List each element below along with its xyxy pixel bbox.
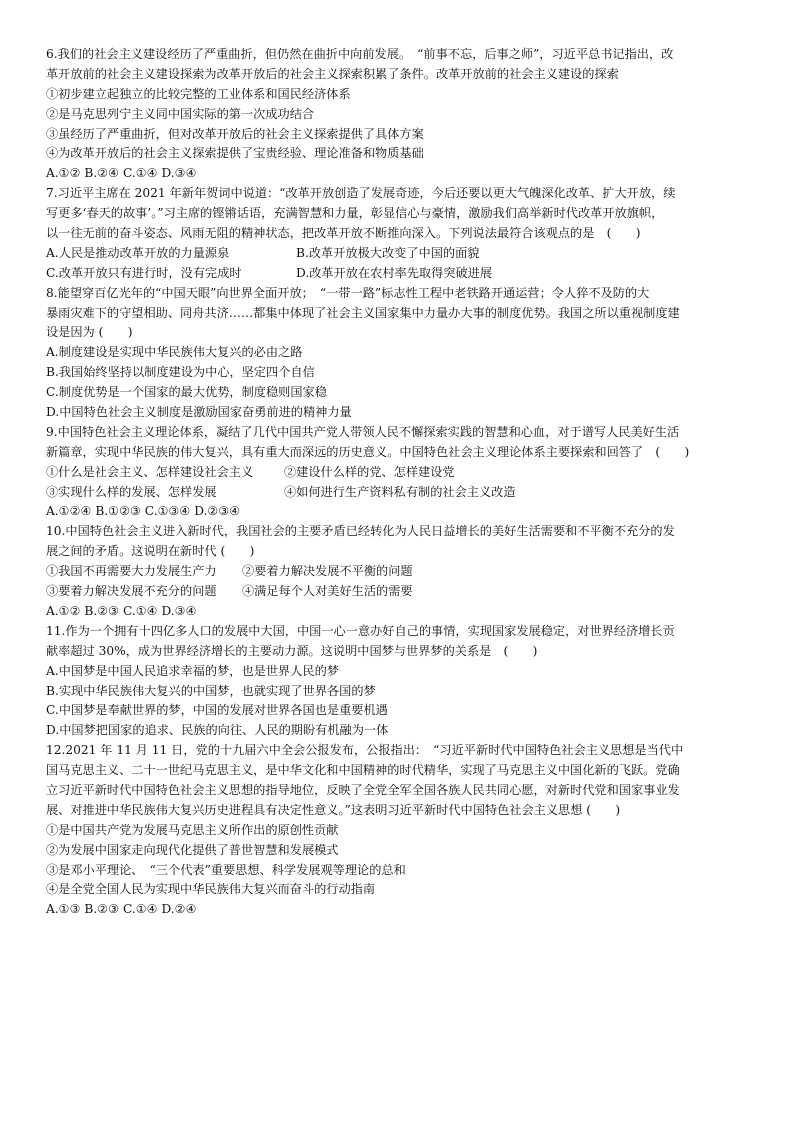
question-stem-line: 12.2021 年 11 月 11 日，党的十九届六中全会公报发布，公报指出： “习近平新时代中国特色社会主义思想是当代中 xyxy=(46,743,684,758)
option-a: A.制度建设是实现中华民族伟大复兴的必由之路 xyxy=(46,345,303,360)
question-stem-line: 新篇章，实现中华民族的伟大复兴，具有重大而深远的历史意义。中国特色社会主义理论体系主要探索和回答了 ( ) xyxy=(46,444,690,459)
question-stem-line: 9.中国特色社会主义理论体系，凝结了几代中国共产党人带领人民不懈探索实践的智慧和心血，对于谱写人民美好生活 xyxy=(46,424,680,439)
statement-item: ③要着力解决发展不充分的问题 xyxy=(46,584,217,599)
statement-item: ①初步建立起独立的比较完整的工业体系和国民经济体系 xyxy=(46,86,351,101)
statement-item: ②建设什么样的党、怎样建设党 xyxy=(284,464,455,479)
statement-item: ③虽经历了严重曲折，但对改革开放后的社会主义探索提供了具体方案 xyxy=(46,126,424,141)
question-stem-line: 展、对推进中华民族伟大复兴历史进程具有决定性意义。”这表明习近平新时代中国特色社会主义思想 ( ) xyxy=(46,802,621,817)
question-stem-line: 献率超过 30%，成为世界经济增长的主要动力源。这说明中国梦与世界梦的关系是 ( ) xyxy=(46,643,538,658)
statement-item: ②是马克思列宁主义同中国实际的第一次成功结合 xyxy=(46,106,315,121)
question-stem-line: 写更多‘春天的故事’。”习主席的铿锵话语，充满智慧和力量，彰显信心与豪情，激励我们高举新时代改革开放旗帜， xyxy=(46,206,664,221)
option-a: A.中国梦是中国人民追求幸福的梦，也是世界人民的梦 xyxy=(46,663,339,678)
statement-row xyxy=(46,582,748,602)
question-9 xyxy=(46,423,748,522)
question-stem-line: 革开放前的社会主义建设探索为改革开放后的社会主义探索积累了条件。改革开放前的社会主义建设的探索 xyxy=(46,66,619,81)
question-stem-line: 暴雨灾难下的守望相助、同舟共济……都集中体现了社会主义国家集中力量办大事的制度优势。我国之所以重视制度建 xyxy=(46,305,680,320)
statement-row xyxy=(46,562,748,582)
option-d: D.改革开放在农村率先取得突破进展 xyxy=(296,265,493,280)
answer-options: A.①③ B.②③ C.①④ D.②④ xyxy=(46,902,197,917)
question-stem-line: 设是因为 ( ) xyxy=(46,325,133,340)
statement-item: ②要着力解决发展不平衡的问题 xyxy=(242,564,413,579)
option-c: C.制度优势是一个国家的最大优势，制度稳则国家稳 xyxy=(46,385,327,400)
statement-row xyxy=(46,463,748,483)
question-stem-line: 以一往无前的奋斗姿态、风雨无阻的精神状态，把改革开放不断推向深入。下列说法最符合该观点的是 ( ) xyxy=(46,226,641,241)
question-stem-line: 6.我们的社会主义建设经历了严重曲折，但仍然在曲折中向前发展。 “前事不忘，后事之师”，习近平总书记指出，改 xyxy=(46,47,674,61)
question-6 xyxy=(46,45,748,184)
question-7 xyxy=(46,184,748,283)
question-12 xyxy=(46,741,748,920)
statement-item: ④是全党全国人民为实现中华民族伟大复兴而奋斗的行动指南 xyxy=(46,882,376,897)
statement-row xyxy=(46,483,748,503)
statement-item: ④为改革开放后的社会主义探索提供了宝贵经验、理论准备和物质基础 xyxy=(46,146,424,161)
statement-item: ①是中国共产党为发展马克思主义所作出的原创性贡献 xyxy=(46,822,339,837)
statement-item: ③实现什么样的发展、怎样发展 xyxy=(46,484,217,499)
option-d: D.中国特色社会主义制度是激励国家奋勇前进的精神力量 xyxy=(46,405,352,420)
option-b: B.实现中华民族伟大复兴的中国梦，也就实现了世界各国的梦 xyxy=(46,683,376,698)
question-stem-line: 7.习近平主席在 2021 年新年贺词中说道：“改革开放创造了发展奇迹，今后还要以更大气魄深化改革、扩大开放，续 xyxy=(46,186,676,201)
statement-item: ④满足每个人对美好生活的需要 xyxy=(242,584,413,599)
statement-item: ③是邓小平理论、 “三个代表”重要思想、科学发展观等理论的总和 xyxy=(46,862,406,877)
question-stem-line: 11.作为一个拥有十四亿多人口的发展中大国，中国一心一意办好自己的事情，实现国家发展稳定，对世界经济增长贡 xyxy=(46,623,675,638)
question-stem-line: 立习近平新时代中国特色社会主义思想的指导地位，反映了全党全军全国各族人民共同心愿，对新时代党和国家事业发 xyxy=(46,782,680,797)
option-d: D.中国梦把国家的追求、民族的向往、人民的期盼有机融为一体 xyxy=(46,723,389,738)
question-8 xyxy=(46,284,748,423)
statement-item: ④如何进行生产资料私有制的社会主义改造 xyxy=(284,484,516,499)
answer-options: A.①② B.②④ C.①④ D.③④ xyxy=(46,166,197,181)
option-c: C.改革开放只有进行时，没有完成时 xyxy=(46,265,242,280)
question-stem-line: 8.能望穿百亿光年的“中国天眼”向世界全面开放； “一带一路”标志性工程中老铁路开通运营；令人猝不及防的大 xyxy=(46,285,650,300)
option-row xyxy=(46,264,748,284)
statement-item: ②为发展中国家走向现代化提供了普世智慧和发展模式 xyxy=(46,842,339,857)
answer-options: A.①② B.②③ C.①④ D.③④ xyxy=(46,603,197,618)
question-stem-line: 10.中国特色社会主义进入新时代，我国社会的主要矛盾已经转化为人民日益增长的美好生活需要和不平衡不充分的发 xyxy=(46,524,675,539)
option-row xyxy=(46,244,748,264)
statement-item: ①我国不再需要大力发展生产力 xyxy=(46,564,217,579)
option-c: C.中国梦是奉献世界的梦，中国的发展对世界各国也是重要机遇 xyxy=(46,703,388,718)
question-10 xyxy=(46,522,748,621)
answer-options: A.①②④ B.①②③ C.①③④ D.②③④ xyxy=(46,504,241,519)
question-stem-line: 展之间的矛盾。这说明在新时代 ( ) xyxy=(46,544,255,559)
question-11 xyxy=(46,622,748,741)
option-b: B.我国始终坚持以制度建设为中心，坚定四个自信 xyxy=(46,365,315,380)
statement-item: ①什么是社会主义、怎样建设社会主义 xyxy=(46,464,254,479)
option-a: A.人民是推动改革开放的力量源泉 xyxy=(46,245,230,260)
worksheet-page xyxy=(46,45,748,920)
option-b: B.改革开放极大改变了中国的面貌 xyxy=(296,245,480,260)
question-stem-line: 国马克思主义、二十一世纪马克思主义，是中华文化和中国精神的时代精华，实现了马克思主义中国化新的飞跃。党确 xyxy=(46,763,680,778)
